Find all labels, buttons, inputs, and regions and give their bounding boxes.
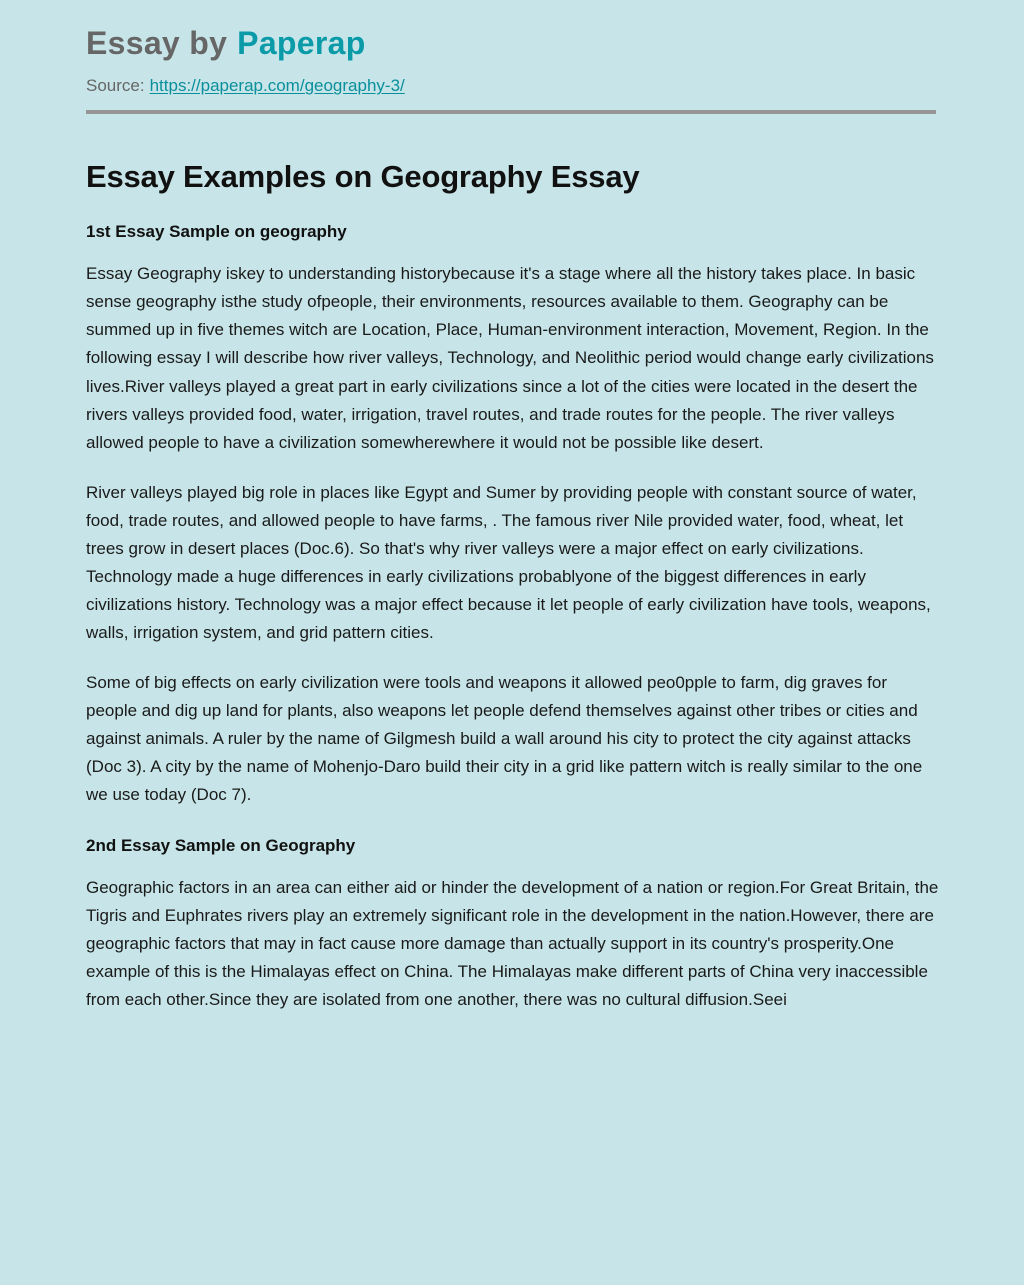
- brand-name-text: Paperap: [237, 25, 366, 61]
- brand-title: [86, 24, 936, 62]
- section-2-paragraph-1: Geographic factors in an area can either aid or hinder the development of a nation or region.For Great Britain, the Tigris and Euphrates rivers play an extremely significant role in the development in the nation.However, there are geographic factors that may in fact cause more damage than actually support in its country's prosperity.One example of this is the Himalayas effect on China. The Himalayas make different parts of China very inaccessible from each other.Since they are isolated from one another, there was no cultural diffusion.Seei: [86, 878, 939, 1010]
- section-1-paragraph-2: River valleys played big role in places like Egypt and Sumer by providing people with constant source of water, food, trade routes, and allowed people to have farms, . The famous river Nile provided water, food, wheat, let trees grow in desert places (Doc.6). So that's why river valleys were a major effect on early civilizations. Technology made a huge differences in early civilizations probablyone of the biggest differences in early civilizations history. Technology was a major effect because it let people of early civilization have tools, weapons, walls, irrigation system, and grid pattern cities.: [86, 482, 931, 642]
- section-1-paragraph-3: Some of big effects on early civilization were tools and weapons it allowed peo0pple to farm, dig graves for people and dig up land for plants, also weapons let people defend themselves against other tribes or cities and against animals. A ruler by the name of Gilgmesh build a wall around his city to protect the city against attacks (Doc 3). A city by the name of Mohenjo-Daro build their city in a grid like pattern witch is really similar to the one we use today (Doc 7).: [86, 672, 923, 805]
- source-label: Source:: [86, 76, 145, 96]
- section-1-paragraph-1: Essay Geography iskey to understanding historybecause it's a stage where all the history takes place. In basic sense geography isthe study ofpeople, their environments, resources available to them. Geography can be summed up in five themes witch are Location, Place, Human-environment interaction, Movement, Region. In the following essay I will describe how river valleys, Technology, and Neolithic period would change early civilizations lives.River valleys played a great part in early civilizations since a lot of the cities were located in the desert the rivers valleys provided food, water, irrigation, travel routes, and trade routes for the people. The river valleys allowed people to have a civilization somewherewhere it would not be possible like desert.: [86, 264, 934, 452]
- article-body: [0, 158, 1024, 1014]
- section-heading-1: 1st Essay Sample on geography: [86, 222, 347, 242]
- source-line: [86, 75, 936, 97]
- brand-prefix-text: Essay by: [86, 25, 228, 61]
- section-heading-2: 2nd Essay Sample on Geography: [86, 836, 356, 856]
- source-url-link[interactable]: https://paperap.com/geography-3/: [149, 76, 405, 96]
- header-divider: [86, 110, 936, 114]
- page-title: Essay Examples on Geography Essay: [86, 159, 640, 195]
- site-header: [0, 0, 1024, 114]
